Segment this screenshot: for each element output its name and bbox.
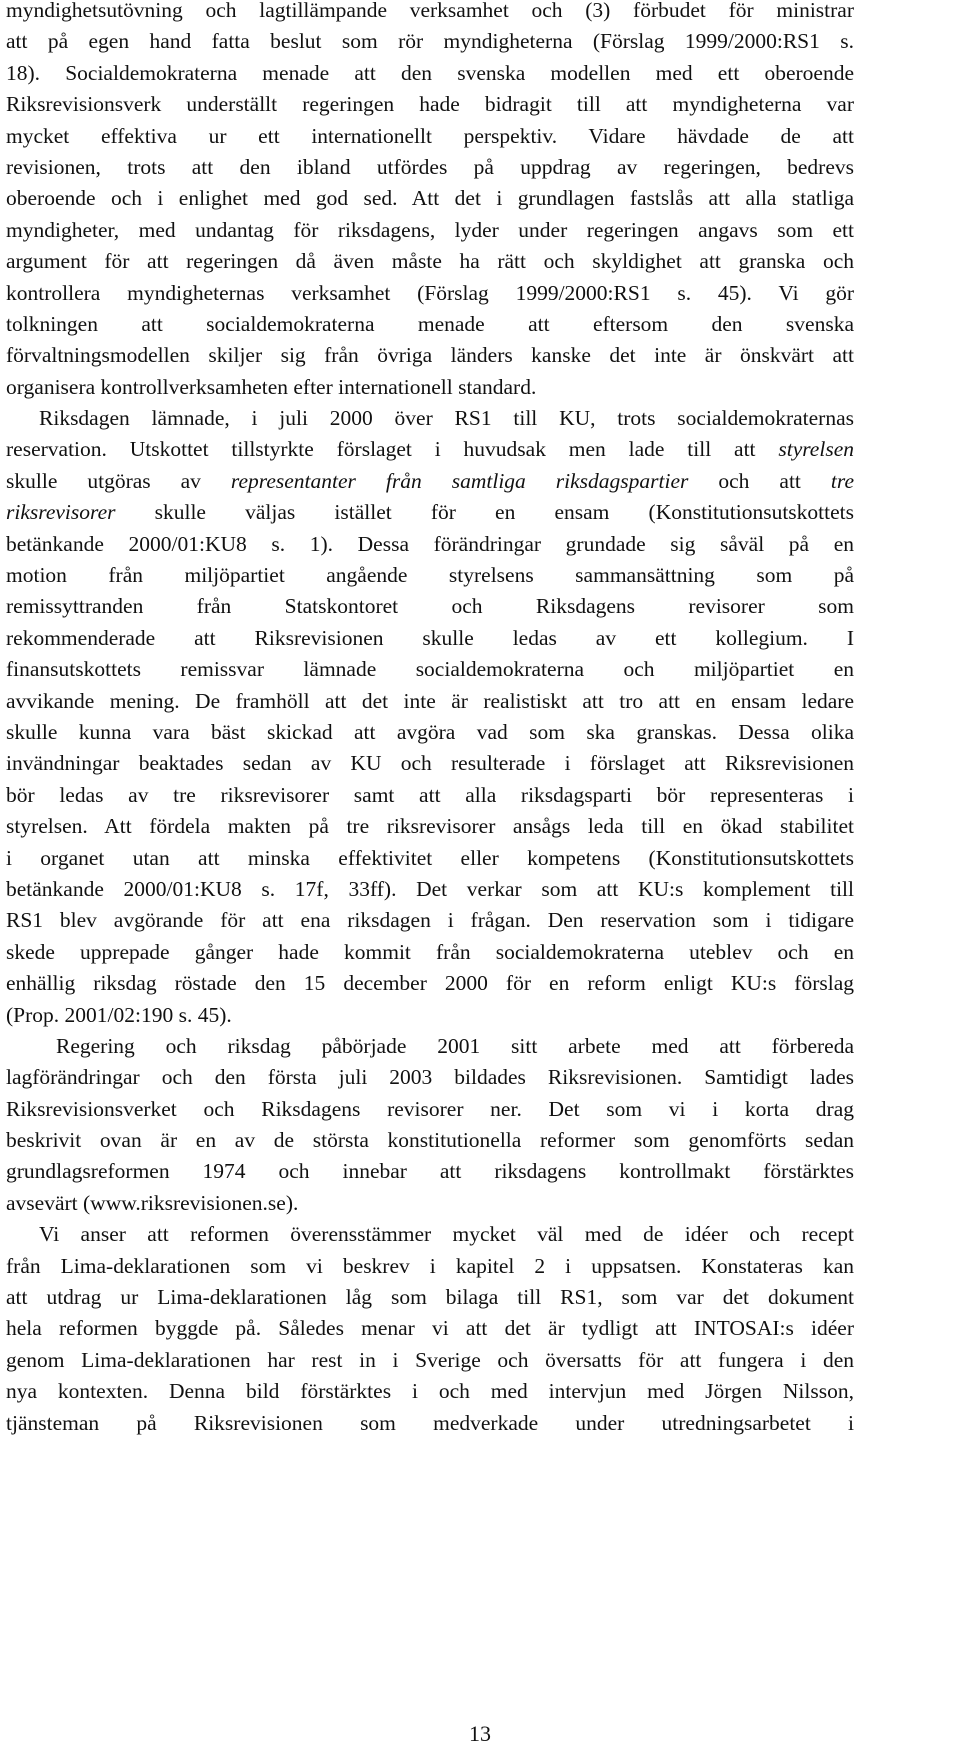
text-line: betänkande 2000/01:KU8 s. 17f, 33ff). Det verkar som att KU:s komplement till: [6, 876, 854, 901]
italic-term: tre: [830, 468, 854, 493]
text-line: genom Lima-deklarationen har rest in i Sverige och översatts för att fungera i den: [6, 1347, 854, 1372]
text-line: lagförändringar och den första juli 2003 bildades Riksrevisionen. Samtidigt lades: [6, 1065, 854, 1090]
text-line: [6, 466, 854, 497]
text-line: organisera kontrollverksamheten efter internationell standard.: [6, 374, 537, 399]
text-line: rekommenderade att Riksrevisionen skulle ledas av ett kollegium. I: [6, 625, 854, 650]
text-line: [6, 434, 854, 465]
text-run: skulle väljas istället för en ensam (Konstitutionsutskottets: [115, 500, 854, 525]
italic-term: representanter från samtliga riksdagspartier: [230, 468, 689, 493]
text-line: i organet utan att minska effektivitet eller kompetens (Konstitutionsutskottets: [6, 845, 854, 870]
paragraph-first-line: Riksdagen lämnade, i juli 2000 över RS1 till KU, trots socialdemokraternas: [39, 406, 854, 431]
text-line: finansutskottets remissvar lämnade socialdemokraterna och miljöpartiet en: [6, 657, 854, 682]
text-line: skulle kunna vara bäst skickad att avgöra vad som ska granskas. Dessa olika: [6, 719, 854, 744]
text-run: reservation. Utskottet tillstyrkte förslaget i huvudsak men lade till att: [6, 437, 779, 462]
text-line: 18). Socialdemokraterna menade att den svenska modellen med ett oberoende: [6, 60, 854, 85]
text-line: enhällig riksdag röstade den 15 december 2000 för en reform enligt KU:s förslag: [6, 971, 854, 996]
text-line: tolkningen att socialdemokraterna menade att eftersom den svenska: [6, 311, 854, 336]
text-run: och att: [688, 468, 831, 493]
text-line: betänkande 2000/01:KU8 s. 1). Dessa förändringar grundade sig såväl på en: [6, 531, 854, 556]
text-line: från Lima-deklarationen som vi beskrev i kapitel 2 i uppsatsen. Konstateras kan: [6, 1253, 854, 1278]
text-line: RS1 blev avgörande för att ena riksdagen i frågan. Den reservation som i tidigare: [6, 908, 854, 933]
text-line: [6, 497, 854, 528]
text-line: Riksrevisionsverket och Riksdagens revisorer ner. Det som vi i korta drag: [6, 1096, 854, 1121]
text-line: avsevärt (www.riksrevisionen.se).: [6, 1190, 299, 1215]
text-line: revisionen, trots att den ibland utfördes på uppdrag av regeringen, bedrevs: [6, 154, 854, 179]
text-line: oberoende och i enlighet med god sed. Att det i grundlagen fastslås att alla statliga: [6, 186, 854, 211]
text-run: skulle utgöras av: [6, 468, 231, 493]
text-line: kontrollera myndigheternas verksamhet (Förslag 1999/2000:RS1 s. 45). Vi gör: [6, 280, 854, 305]
text-line: Riksrevisionsverk underställt regeringen hade bidragit till att myndigheterna var: [6, 92, 854, 117]
text-line: myndighetsutövning och lagtillämpande verksamhet och (3) förbudet för ministrar: [6, 0, 854, 22]
text-line: skede upprepade gånger hade kommit från socialdemokraterna uteblev och en: [6, 939, 854, 964]
text-line: motion från miljöpartiet angående styrelsens sammansättning som på: [6, 563, 854, 588]
text-line: beskrivit ovan är en av de största konstitutionella reformer som genomförts sedan: [6, 1128, 854, 1153]
text-line: tjänsteman på Riksrevisionen som medverkade under utredningsarbetet i: [6, 1410, 854, 1435]
text-line: nya kontexten. Denna bild förstärktes i och med intervjun med Jörgen Nilsson,: [6, 1379, 854, 1404]
text-line: grundlagsreformen 1974 och innebar att riksdagens kontrollmakt förstärktes: [6, 1159, 854, 1184]
text-line: avvikande mening. De framhöll att det inte är realistiskt att tro att en ensam ledare: [6, 688, 854, 713]
italic-term: riksrevisorer: [6, 500, 116, 525]
text-line: remissyttranden från Statskontoret och Riksdagens revisorer som: [6, 594, 854, 619]
text-line: myndigheter, med undantag för riksdagens, lyder under regeringen angavs som ett: [6, 217, 854, 242]
italic-term: styrelsen: [778, 437, 854, 462]
text-line: att utdrag ur Lima-deklarationen låg som bilaga till RS1, som var det dokument: [6, 1285, 854, 1310]
text-line: (Prop. 2001/02:190 s. 45).: [6, 1002, 232, 1027]
text-line: bör ledas av tre riksrevisorer samt att alla riksdagsparti bör representeras i: [6, 782, 854, 807]
text-line: styrelsen. Att fördela makten på tre riksrevisorer ansågs leda till en ökad stabilitet: [6, 814, 854, 839]
text-line: hela reformen byggde på. Således menar vi att det är tydligt att INTOSAI:s idéer: [6, 1316, 854, 1341]
text-line: invändningar beaktades sedan av KU och resulterade i förslaget att Riksrevisionen: [6, 751, 854, 776]
text-line: argument för att regeringen då även måste ha rätt och skyldighet att granska och: [6, 249, 854, 274]
text-line: att på egen hand fatta beslut som rör myndigheterna (Förslag 1999/2000:RS1 s.: [6, 29, 854, 54]
page-number: 13: [469, 1721, 491, 1746]
body-text: [6, 0, 854, 1439]
text-line: förvaltningsmodellen skiljer sig från övriga länders kanske det inte är önskvärt att: [6, 343, 854, 368]
paragraph-first-line: Regering och riksdag påbörjade 2001 sitt arbete med att förbereda: [56, 1033, 854, 1058]
text-line: mycket effektiva ur ett internationellt perspektiv. Vidare hävdade de att: [6, 123, 854, 148]
paragraph-first-line: Vi anser att reformen överensstämmer mycket väl med de idéer och recept: [39, 1222, 854, 1247]
